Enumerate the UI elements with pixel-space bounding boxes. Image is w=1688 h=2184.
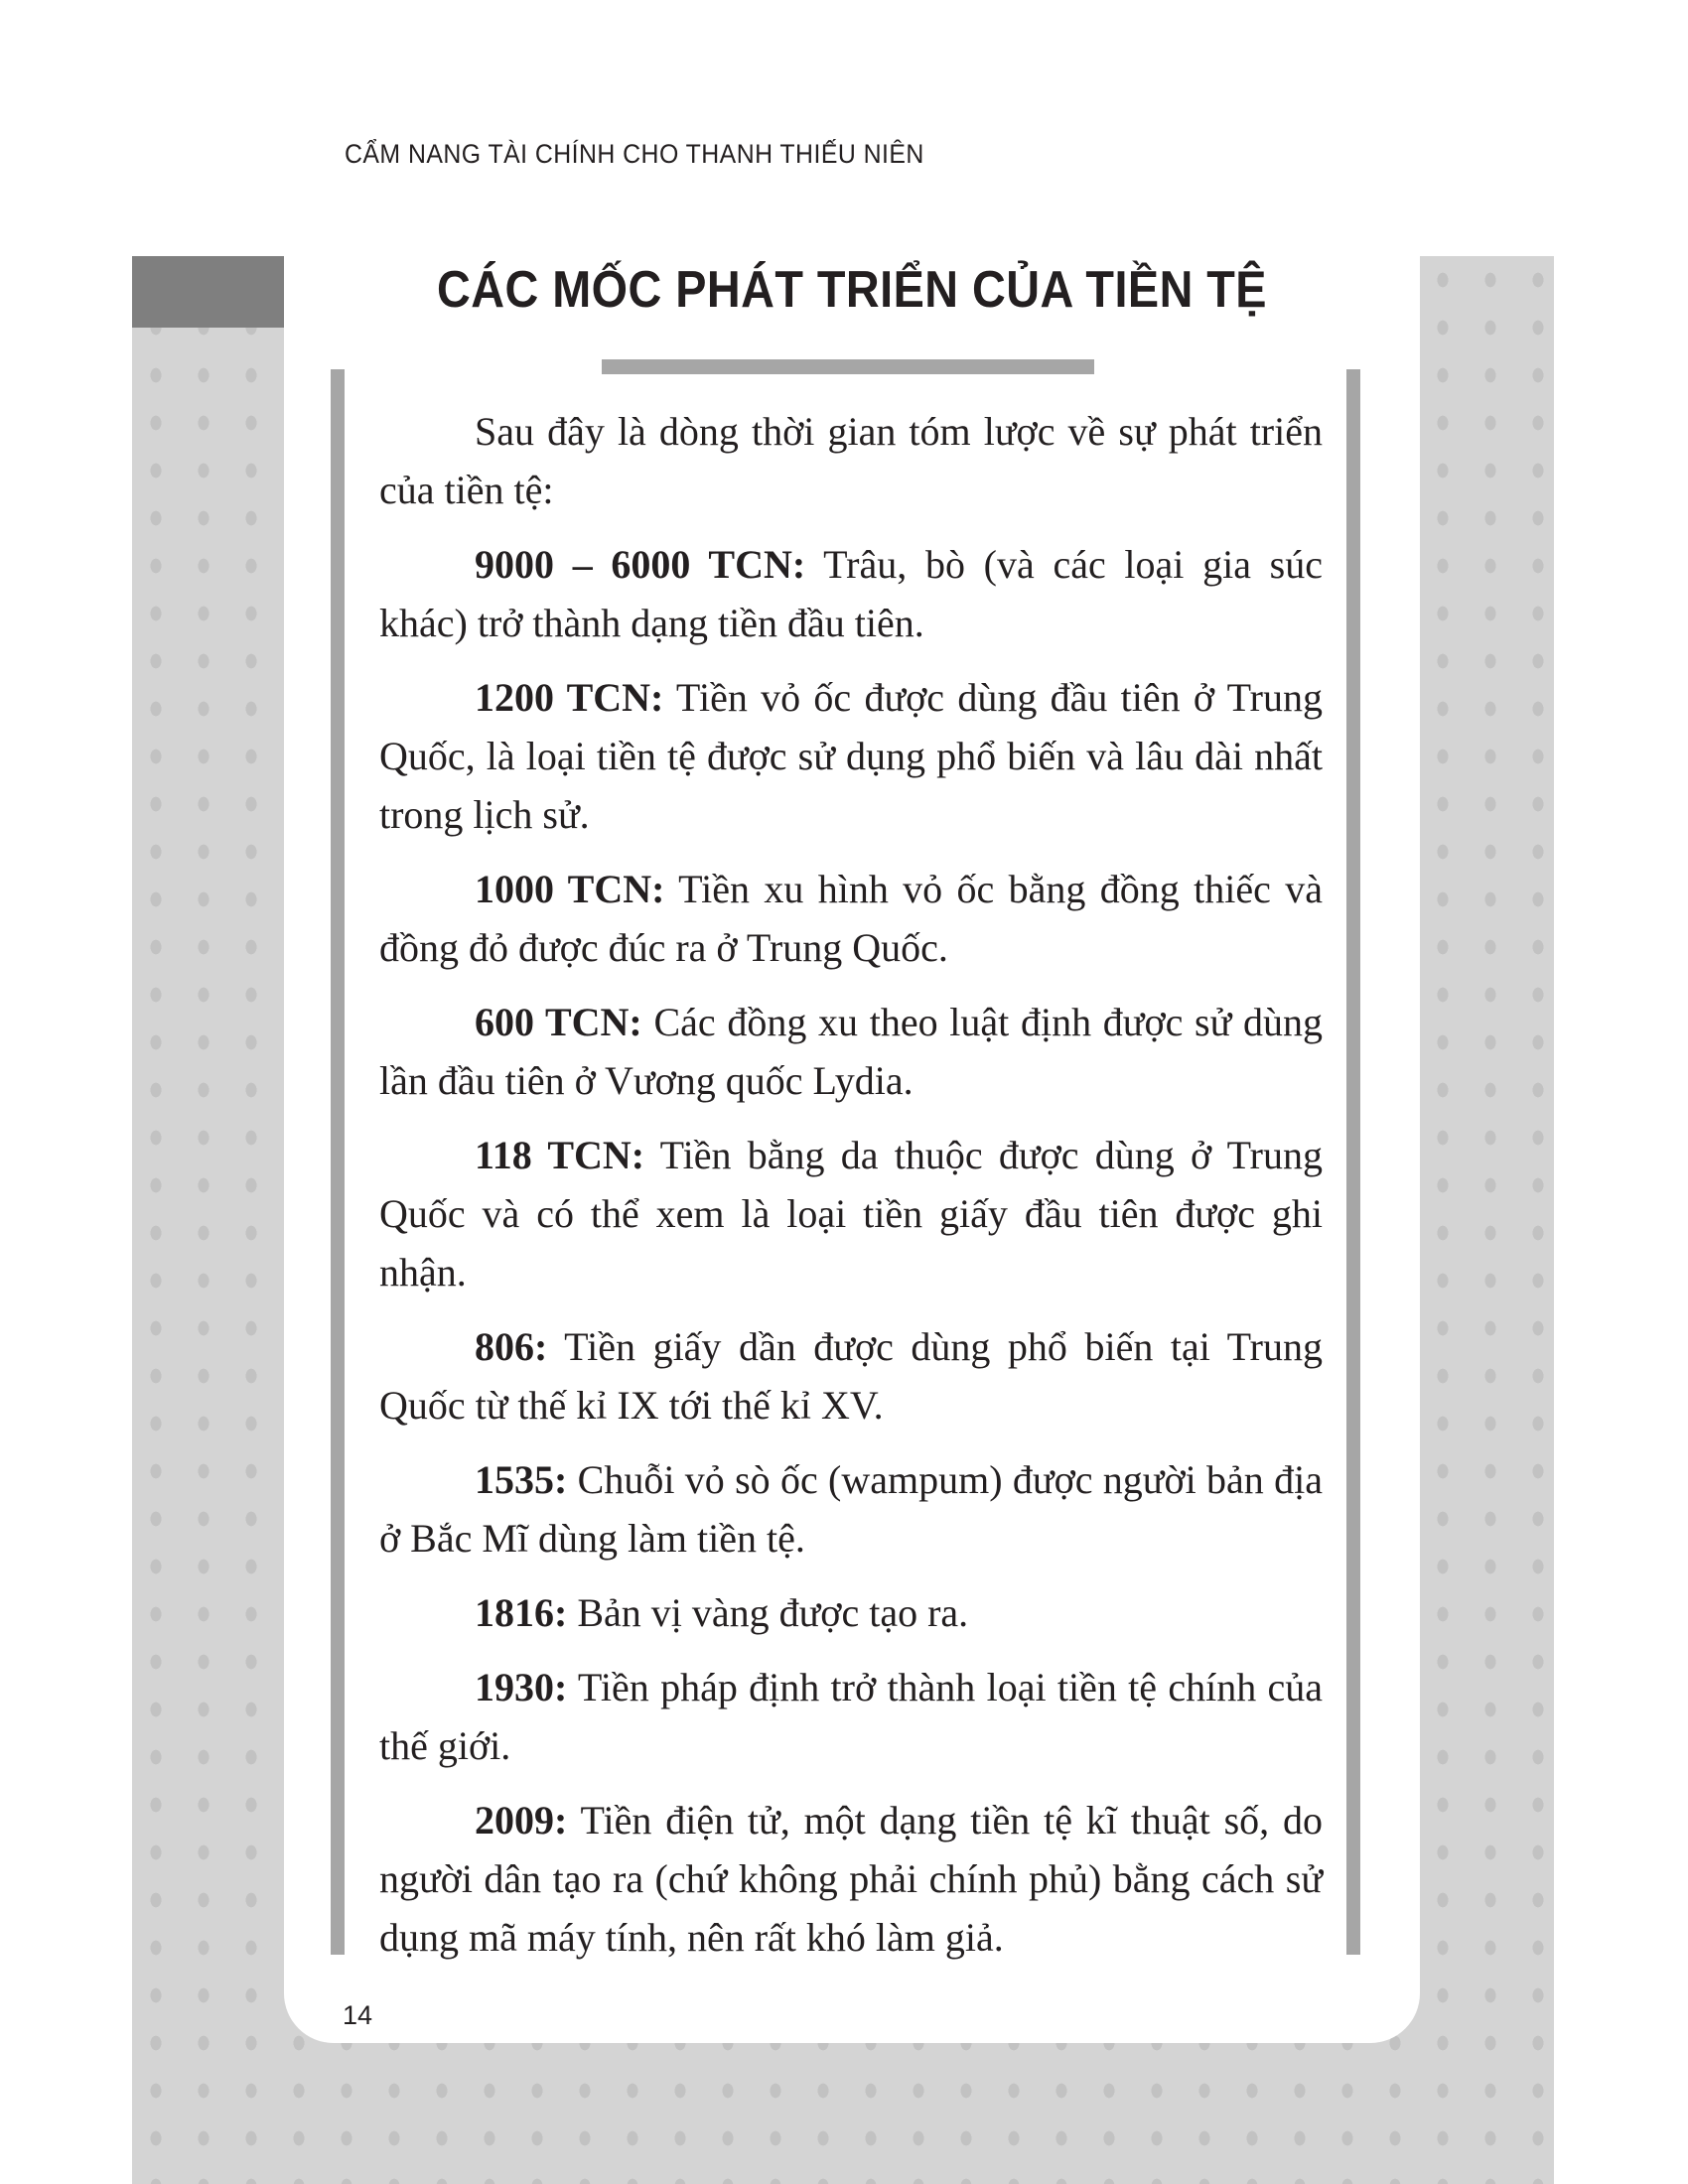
timeline-date: 1000 TCN: bbox=[475, 867, 665, 911]
timeline-entry bbox=[379, 993, 1323, 1110]
timeline-text: Bản vị vàng được tạo ra. bbox=[577, 1590, 969, 1635]
timeline-entry bbox=[379, 1658, 1323, 1775]
timeline-text: Tiền điện tử, một dạng tiền tệ kĩ thuật số, do người dân tạo ra (chứ không phải chính phủ) bằng cách sử dụng mã máy tính, nên rất khó làm giả. bbox=[379, 1798, 1324, 1960]
timeline-date: 1816: bbox=[475, 1590, 568, 1635]
intro-paragraph: Sau đây là dòng thời gian tóm lược về sự phát triển của tiền tệ: bbox=[379, 409, 1323, 512]
timeline-date: 1930: bbox=[475, 1665, 568, 1709]
right-side-bar bbox=[1346, 369, 1360, 1955]
timeline-entry bbox=[379, 1583, 1323, 1642]
timeline-text: Trâu, bò (và các loại gia súc khác) trở thành dạng tiền đầu tiên. bbox=[379, 542, 1323, 645]
page-number: 14 bbox=[343, 2000, 373, 2030]
left-side-bar bbox=[331, 369, 345, 1955]
timeline-date: 806: bbox=[475, 1324, 548, 1369]
timeline-date: 1200 TCN: bbox=[475, 675, 664, 720]
timeline-entry bbox=[379, 1450, 1323, 1568]
timeline-text: Chuỗi vỏ sò ốc (wampum) được người bản địa ở Bắc Mĩ dùng làm tiền tệ. bbox=[379, 1457, 1323, 1561]
timeline-text: Tiền pháp định trở thành loại tiền tệ chính của thế giới. bbox=[379, 1665, 1323, 1768]
timeline-text: Tiền xu hình vỏ ốc bằng đồng thiếc và đồng đỏ được đúc ra ở Trung Quốc. bbox=[379, 867, 1323, 970]
timeline-entry bbox=[379, 668, 1323, 844]
timeline-date: 1535: bbox=[475, 1457, 568, 1502]
timeline-content bbox=[379, 402, 1323, 1982]
timeline-text: Tiền vỏ ốc được dùng đầu tiên ở Trung Quốc, là loại tiền tệ được sử dụng phổ biến và lâu dài nhất trong lịch sử. bbox=[379, 675, 1323, 837]
timeline-text: Các đồng xu theo luật định được sử dùng lần đầu tiên ở Vương quốc Lydia. bbox=[379, 1000, 1323, 1103]
timeline-text: Tiền bằng da thuộc được dùng ở Trung Quốc và có thể xem là loại tiền giấy đầu tiên được ghi nhận. bbox=[379, 1133, 1323, 1295]
title-divider bbox=[602, 359, 1094, 374]
timeline-entry bbox=[379, 1126, 1323, 1301]
timeline-entry bbox=[379, 860, 1323, 977]
timeline-date: 118 TCN: bbox=[475, 1133, 645, 1177]
timeline-date: 600 TCN: bbox=[475, 1000, 642, 1044]
timeline-date: 2009: bbox=[475, 1798, 568, 1843]
timeline-text: Tiền giấy dần được dùng phổ biến tại Trung Quốc từ thế kỉ IX tới thế kỉ XV. bbox=[379, 1324, 1323, 1428]
timeline-entry bbox=[379, 1317, 1323, 1434]
page-title: CÁC MỐC PHÁT TRIỂN CỦA TIỀN TỆ bbox=[437, 261, 1267, 319]
timeline-entry bbox=[379, 535, 1323, 652]
running-head: CẨM NANG TÀI CHÍNH CHO THANH THIẾU NIÊN bbox=[345, 139, 924, 169]
timeline-entry bbox=[379, 1791, 1323, 1967]
timeline-date: 9000 – 6000 TCN: bbox=[475, 542, 806, 587]
